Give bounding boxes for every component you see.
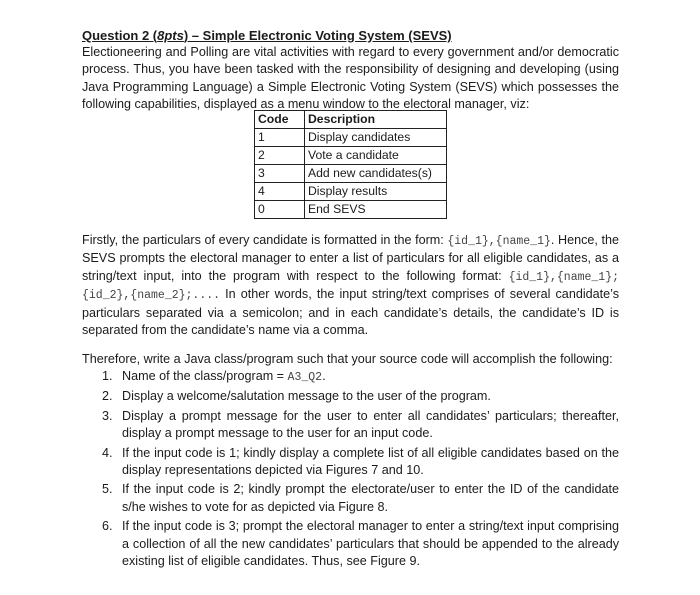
task-list: [82, 368, 619, 572]
item-text: Name of the class/program =: [122, 369, 288, 383]
heading-points: 8pts: [157, 28, 184, 43]
instructions-paragraph: Therefore, write a Java class/program such that your source code will accomplish the following:: [82, 352, 613, 366]
row-description: Vote a candidate: [305, 147, 447, 165]
item-number: 3.: [102, 408, 113, 423]
list-item: [82, 518, 619, 570]
row-description: Add new candidates(s): [305, 165, 447, 183]
column-header-code: Code: [255, 111, 305, 129]
row-code: 1: [255, 129, 305, 147]
format-paragraph: [82, 232, 619, 339]
item-text: If the input code is 3; prompt the electoral manager to enter a string/text input comprising a collection of all the new candidates’ particulars that should be appended to the already existing list of eligible candidates. Thus, see Figure 9.: [122, 519, 619, 569]
row-description: Display candidates: [305, 129, 447, 147]
format-text-1: Firstly, the particulars of every candidate is formatted in the form:: [82, 233, 448, 247]
format-text-2: . Hence, the SEVS prompts the electoral manager to enter a list of particulars for all eligible candidates, as a string/text input, into the program with respect to the following format:: [82, 233, 619, 283]
format-text-3: In other words, the input string/text comprises of several candidate’s particulars separated via a semicolon; and in each candidate’s details, the candidate’s ID is separated from the candidate’s name via a comma.: [82, 287, 619, 338]
item-text: If the input code is 1; kindly display a complete list of all eligible candidates based on the display representations depicted via Figures 7 and 10.: [122, 445, 619, 478]
list-item: [82, 408, 619, 443]
item-number: 5.: [102, 482, 113, 497]
format-code-single: {id_1},{name_1}: [447, 235, 551, 248]
column-header-description: Description: [305, 111, 447, 129]
table-row: [255, 129, 447, 147]
row-code: 3: [255, 165, 305, 183]
item-tail: .: [322, 369, 326, 383]
table-header-row: [255, 111, 447, 129]
row-description: Display results: [305, 183, 447, 201]
item-number: 6.: [102, 519, 113, 534]
item-number: 1.: [102, 369, 113, 383]
list-item: [82, 445, 619, 480]
row-code: 4: [255, 183, 305, 201]
heading-rest: ) – Simple Electronic Voting System (SEVS): [183, 28, 452, 43]
table-row: [255, 183, 447, 201]
item-number: 4.: [102, 445, 113, 460]
item-text: If the input code is 2; kindly prompt the electorate/user to enter the ID of the candidate s/he wishes to vote for as depicted via Figure 8.: [122, 482, 619, 514]
table-row: [255, 201, 447, 219]
question-heading: [82, 27, 452, 44]
row-code: 2: [255, 147, 305, 165]
format-code-list: {id_1},{name_1};{id_2},{name_2};....: [82, 270, 619, 303]
table-row: [255, 147, 447, 165]
list-item: [82, 481, 619, 516]
heading-question: Question 2 (: [82, 28, 158, 43]
list-item: [82, 368, 619, 386]
item-text: Display a prompt message for the user to enter all candidates’ particulars; thereafter, display a prompt message to the user for an input code.: [122, 408, 619, 441]
list-item: [82, 388, 619, 405]
intro-paragraph: Electioneering and Polling are vital activities with regard to every government and/or democratic process. Thus, you have been tasked with the responsibility of designing and developing (using Java Programming Language) a Simple Electronic Voting System (SEVS) which possesses the following capabilities, displayed as a menu window to the electoral manager, viz:: [82, 45, 619, 112]
item-text: Display a welcome/salutation message to the user of the program.: [122, 389, 491, 404]
table-row: [255, 165, 447, 183]
row-code: 0: [255, 201, 305, 219]
class-name-code: A3_Q2: [287, 371, 323, 384]
row-description: End SEVS: [305, 201, 447, 219]
menu-code-table: [254, 110, 447, 219]
item-number: 2.: [102, 389, 113, 404]
